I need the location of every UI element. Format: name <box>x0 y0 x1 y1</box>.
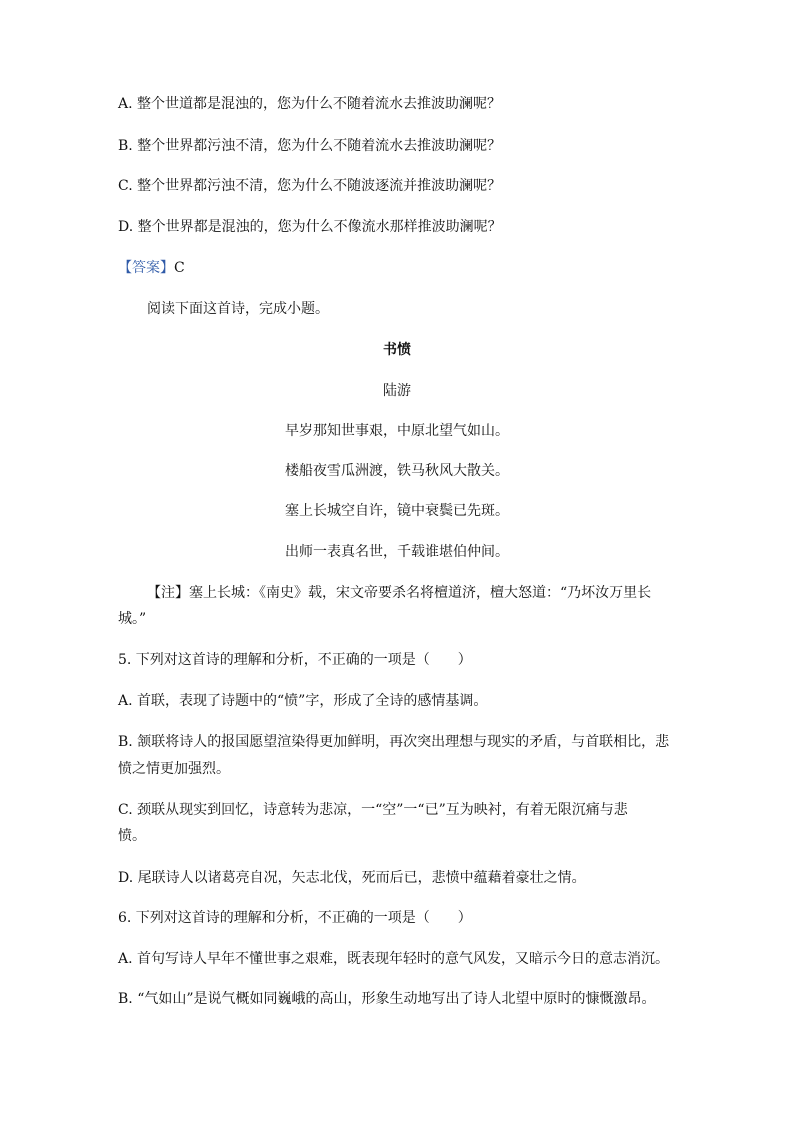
answer-tag: 【答案】 <box>118 260 174 276</box>
q5-option-d: D. 尾联诗人以诸葛亮自况，矢志北伐，死而后已，悲愤中蕴藉着豪壮之情。 <box>118 870 586 886</box>
q5-option-b-line2: 愤之情更加强烈。 <box>118 761 230 777</box>
reading-instruction: 阅读下面这首诗，完成小题。 <box>147 301 329 317</box>
q5-option-c-line1: C. 颈联从现实到回忆，诗意转为悲凉，一“空”一“已”互为映衬，有着无限沉痛与悲 <box>118 802 628 818</box>
poem-line: 楼船夜雪瓜洲渡，铁马秋风大散关。 <box>285 463 509 479</box>
poem-line: 早岁那知世事艰，中原北望气如山。 <box>285 423 509 439</box>
note-line-1: 【注】塞上长城：《南史》载，宋文帝要杀名将檀道济，檀大怒道：“乃坏汝万里长 <box>147 585 652 601</box>
poem-line: 出师一表真名世，千载谁堪伯仲间。 <box>285 544 509 560</box>
option-a: A. 整个世道都是混浊的，您为什么不随着流水去推波助澜呢？ <box>118 96 502 112</box>
option-c: C. 整个世界都污浊不清，您为什么不随波逐流并推波助澜呢？ <box>118 178 502 194</box>
note-line-2: 城。” <box>118 611 147 627</box>
poem-title: 书愤 <box>383 342 411 358</box>
q6-option-b: B. “气如山”是说气概如同巍峨的高山，形象生动地写出了诗人北望中原时的慷慨激昂。 <box>118 991 656 1007</box>
q5-option-a: A. 首联，表现了诗题中的“愤”字，形成了全诗的感情基调。 <box>118 693 488 709</box>
q5-option-b-line1: B. 颔联将诗人的报国愿望渲染得更加鲜明，再次突出理想与现实的矛盾，与首联相比，悲 <box>118 734 670 750</box>
question-6-stem: 6. 下列对这首诗的理解和分析，不正确的一项是（ ） <box>118 910 472 926</box>
q6-option-a: A. 首句写诗人早年不懂世事之艰难，既表现年轻时的意气风发，又暗示今日的意志消沉。 <box>118 951 670 967</box>
option-d: D. 整个世界都是混浊的，您为什么不像流水那样推波助澜呢？ <box>118 219 502 235</box>
answer-value: C <box>174 260 185 276</box>
question-5-stem: 5. 下列对这首诗的理解和分析，不正确的一项是（ ） <box>118 652 472 668</box>
q5-option-c-line2: 愤。 <box>118 828 146 844</box>
poem-line: 塞上长城空自许，镜中衰鬓已先斑。 <box>285 503 509 519</box>
answer-line <box>118 258 185 278</box>
option-b: B. 整个世界都污浊不清，您为什么不随着流水去推波助澜呢？ <box>118 138 502 154</box>
poem-author: 陆游 <box>383 383 411 399</box>
